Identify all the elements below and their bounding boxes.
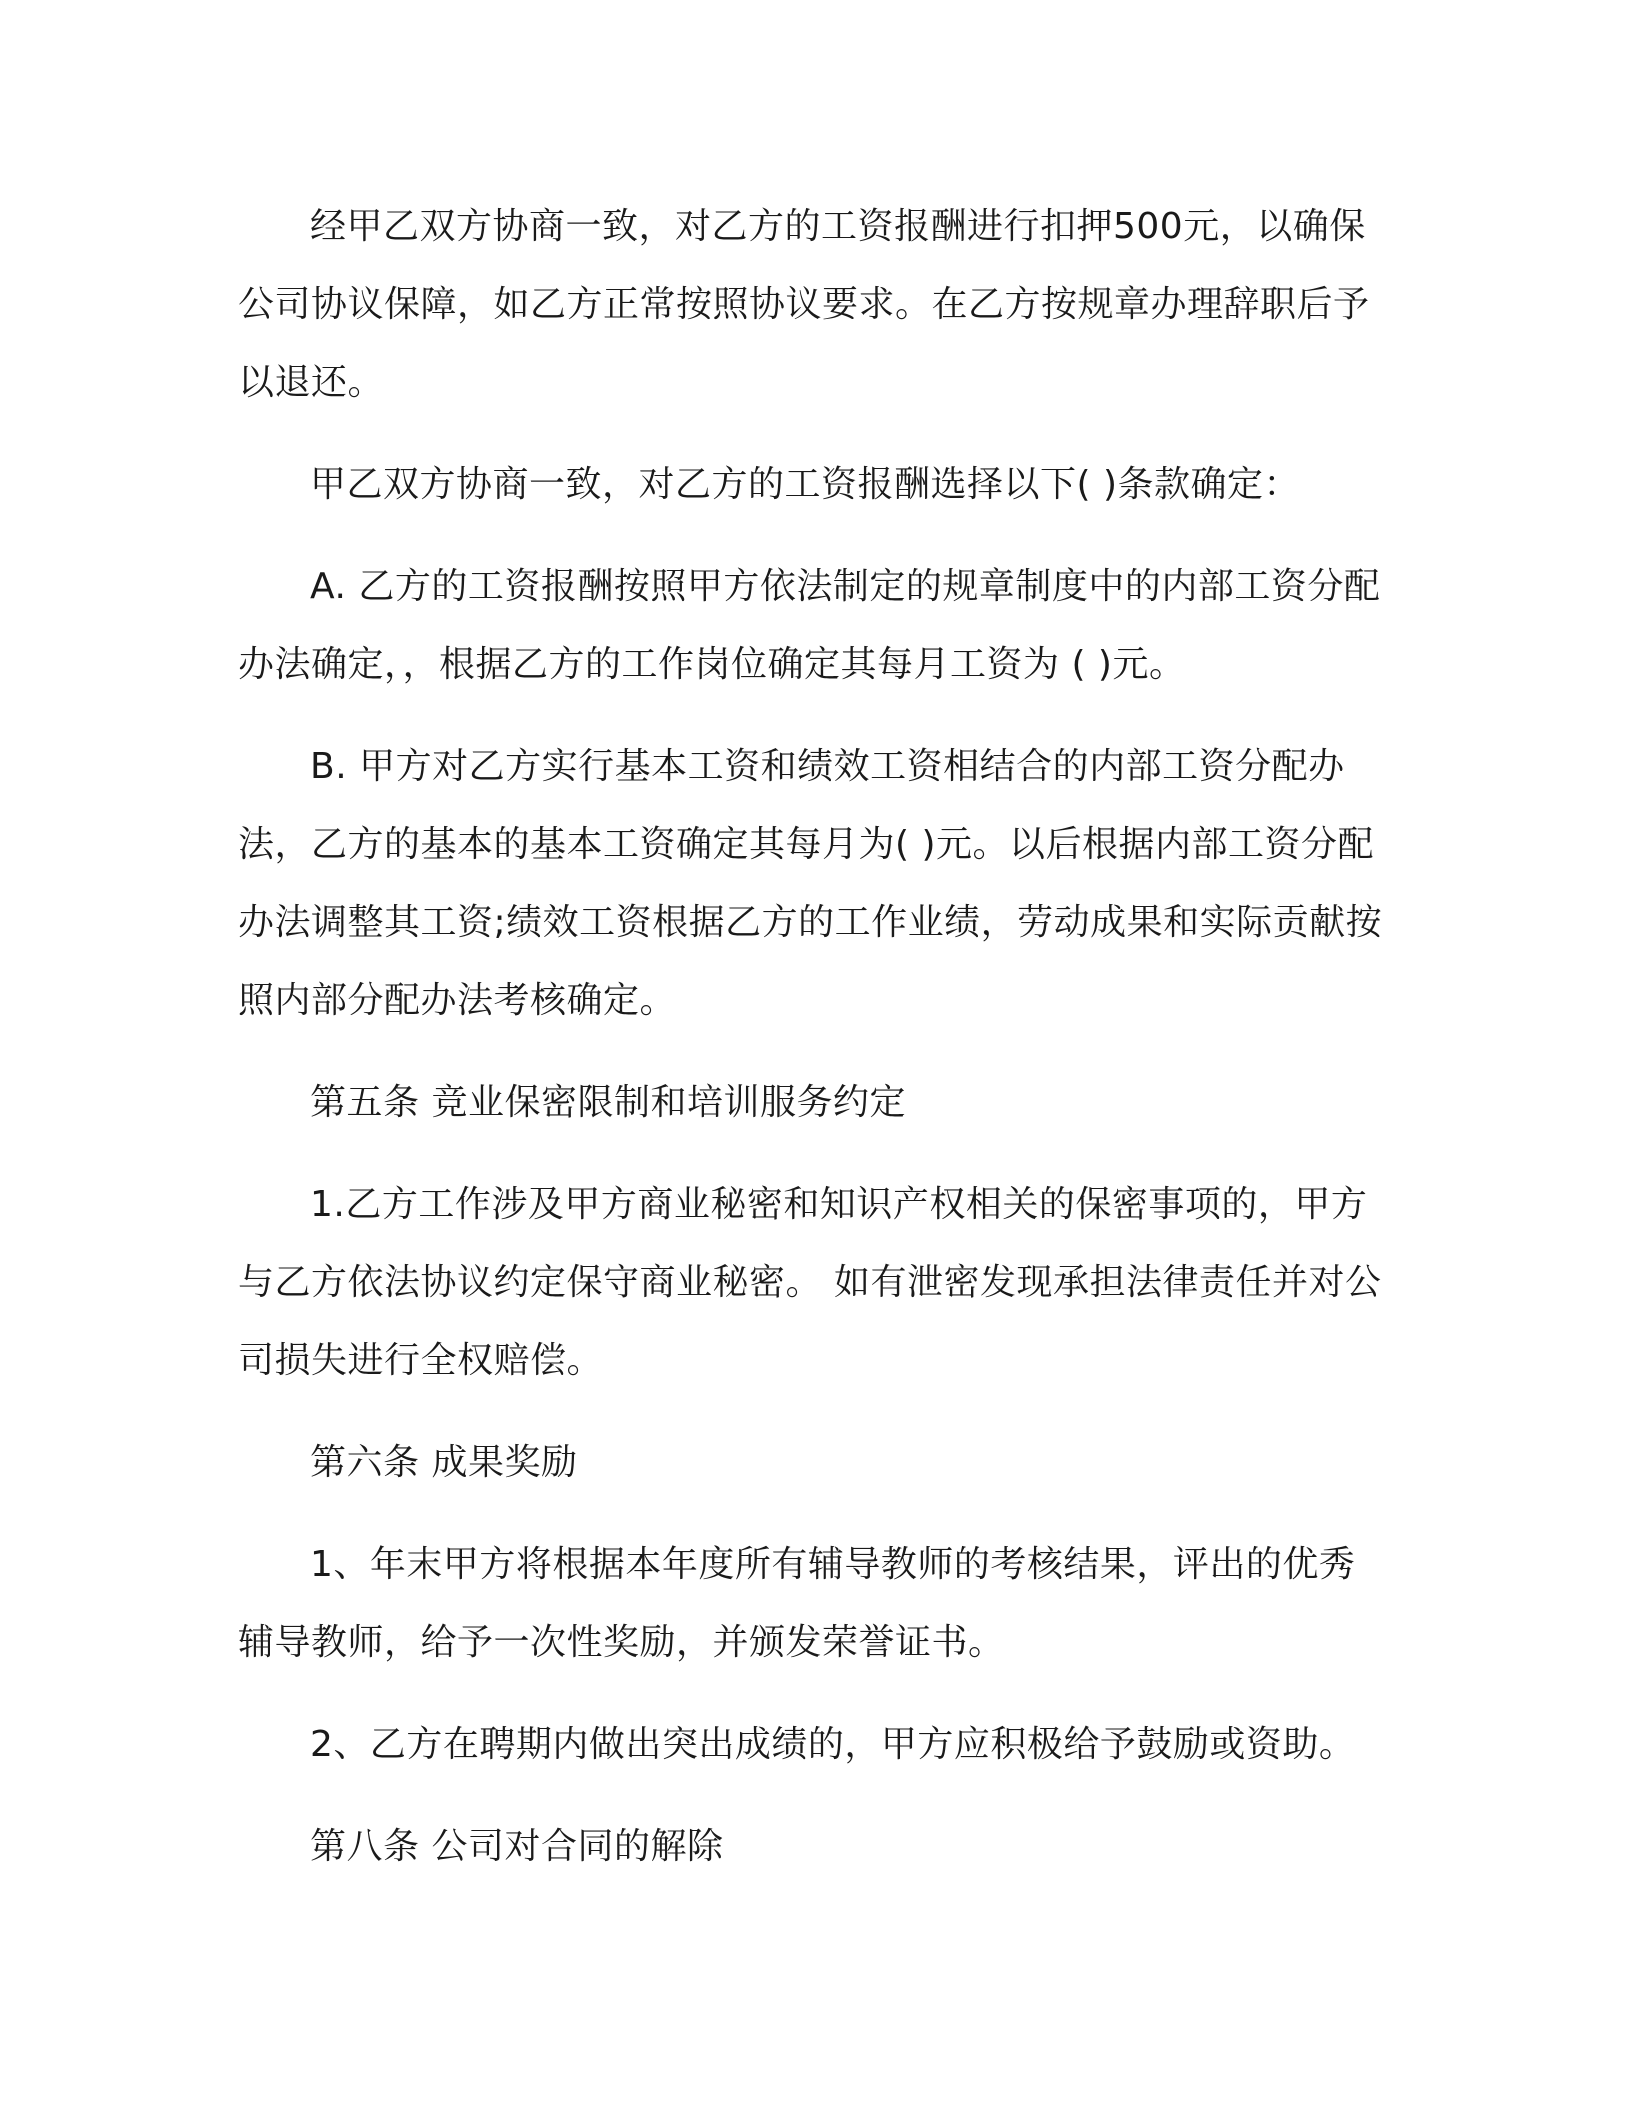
paragraph-option-a: A. 乙方的工资报酬按照甲方依法制定的规章制度中的内部工资分配办法确定，，根据乙方的工作岗位确定其每月工资为 ( )元。 <box>238 566 1381 685</box>
heading-article-5: 第五条 竞业保密限制和培训服务约定 <box>310 1082 906 1123</box>
paragraph-salary-terms-choice: 甲乙双方协商一致，对乙方的工资报酬选择以下( )条款确定： <box>310 464 1301 505</box>
paragraph-salary-deposit: 经甲乙双方协商一致，对乙方的工资报酬进行扣押500元，以确保公司协议保障，如乙方正常按照协议要求。在乙方按规章办理辞职后予以退还。 <box>238 206 1370 403</box>
heading-article-6: 第六条 成果奖励 <box>310 1442 578 1483</box>
heading-article-8: 第八条 公司对合同的解除 <box>310 1826 724 1867</box>
paragraph-outstanding-achievement: 2、乙方在聘期内做出突出成绩的，甲方应积极给予鼓励或资助。 <box>310 1724 1356 1765</box>
paragraph-annual-award: 1、年末甲方将根据本年度所有辅导教师的考核结果，评出的优秀辅导教师，给予一次性奖励，并颁发荣誉证书。 <box>238 1544 1356 1663</box>
paragraph-option-b: B. 甲方对乙方实行基本工资和绩效工资相结合的内部工资分配办法，乙方的基本的基本工资确定其每月为( )元。以后根据内部工资分配办法调整其工资;绩效工资根据乙方的工作业绩，劳动成果和实际贡献按照内部分配办法考核确定。 <box>238 746 1383 1021</box>
document-body <box>238 188 1384 1886</box>
paragraph-confidentiality: 1.乙方工作涉及甲方商业秘密和知识产权相关的保密事项的，甲方与乙方依法协议约定保守商业秘密。 如有泄密发现承担法律责任并对公司损失进行全权赔偿。 <box>238 1184 1382 1381</box>
